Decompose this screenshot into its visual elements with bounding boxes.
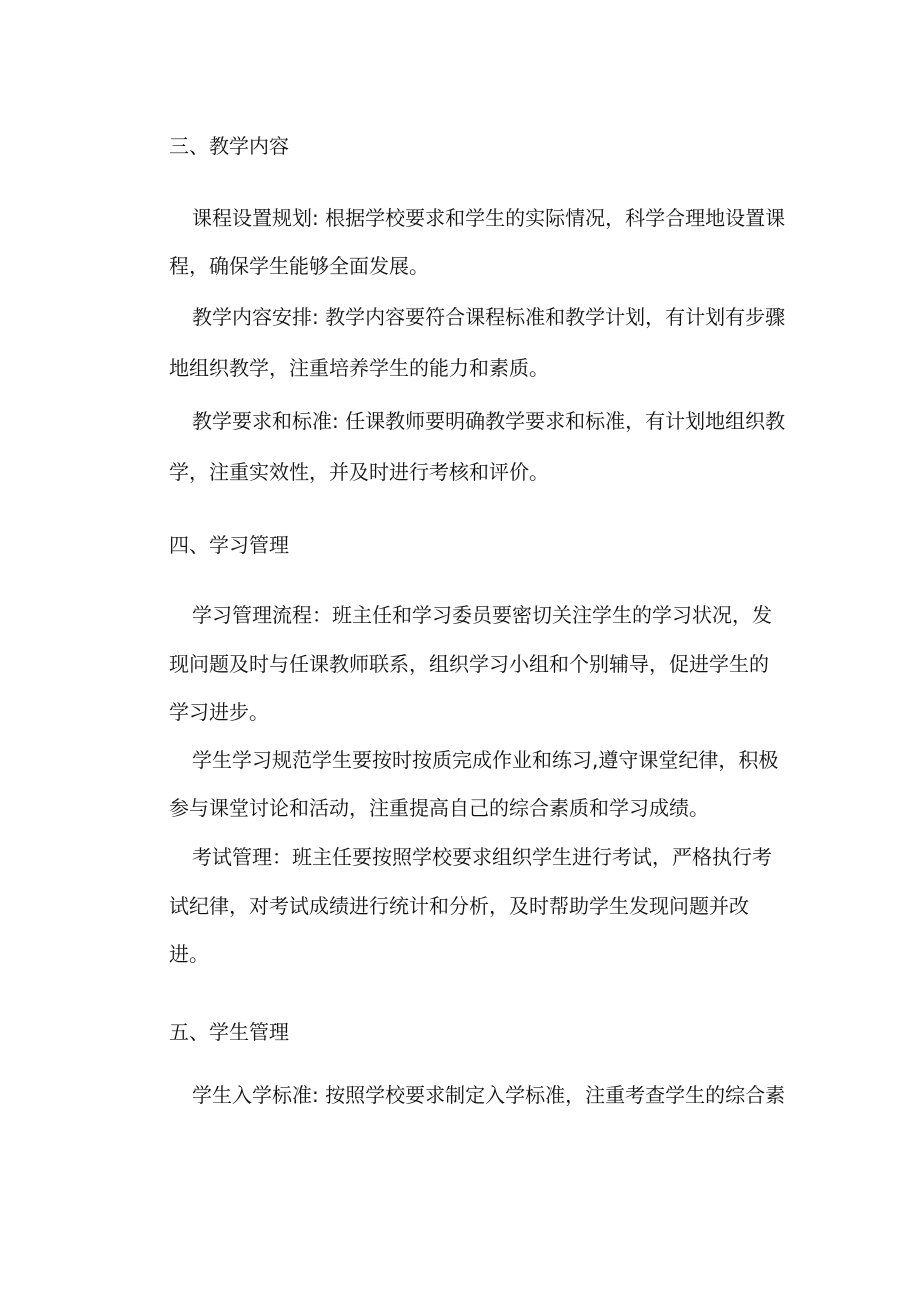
paragraph-line: 试纪律，对考试成绩进行统计和分析，及时帮助学生发现问题并改 — [169, 894, 749, 918]
paragraph-line: 学，注重实效性，并及时进行考核和评价。 — [169, 460, 549, 484]
paragraph-line: 进。 — [169, 942, 209, 966]
paragraph-line: 程，确保学生能够全面发展。 — [169, 254, 429, 278]
paragraph-line: 参与课堂讨论和活动，注重提高自己的综合素质和学习成绩。 — [169, 796, 709, 820]
section-heading: 四、学习管理 — [169, 533, 289, 557]
paragraph-line: 学习管理流程：班主任和学习委员要密切关注学生的学习状况，发 — [192, 603, 772, 627]
paragraph-line: 教学要求和标准: 任课教师要明确教学要求和标准，有计划地组织教 — [192, 409, 786, 433]
paragraph-line: 现问题及时与任课教师联系，组织学习小组和个别辅导，促进学生的 — [169, 652, 769, 676]
paragraph-line: 学习进步。 — [169, 700, 269, 724]
paragraph-line: 考试管理：班主任要按照学校要求组织学生进行考试，严格执行考 — [192, 845, 772, 869]
paragraph-line: 学生入学标准: 按照学校要求制定入学标准，注重考查学生的综合素 — [192, 1083, 786, 1107]
section-heading: 三、教学内容 — [169, 134, 289, 158]
paragraph-line: 学生学习规范学生要按时按质完成作业和练习,遵守课堂纪律，积极 — [192, 748, 779, 772]
paragraph-line: 课程设置规划: 根据学校要求和学生的实际情况，科学合理地设置课 — [192, 206, 786, 230]
paragraph-line: 地组织教学，注重培养学生的能力和素质。 — [169, 356, 549, 380]
paragraph-line: 教学内容安排: 教学内容要符合课程标准和教学计划，有计划有步骤 — [192, 305, 786, 329]
section-heading: 五、学生管理 — [169, 1020, 289, 1044]
